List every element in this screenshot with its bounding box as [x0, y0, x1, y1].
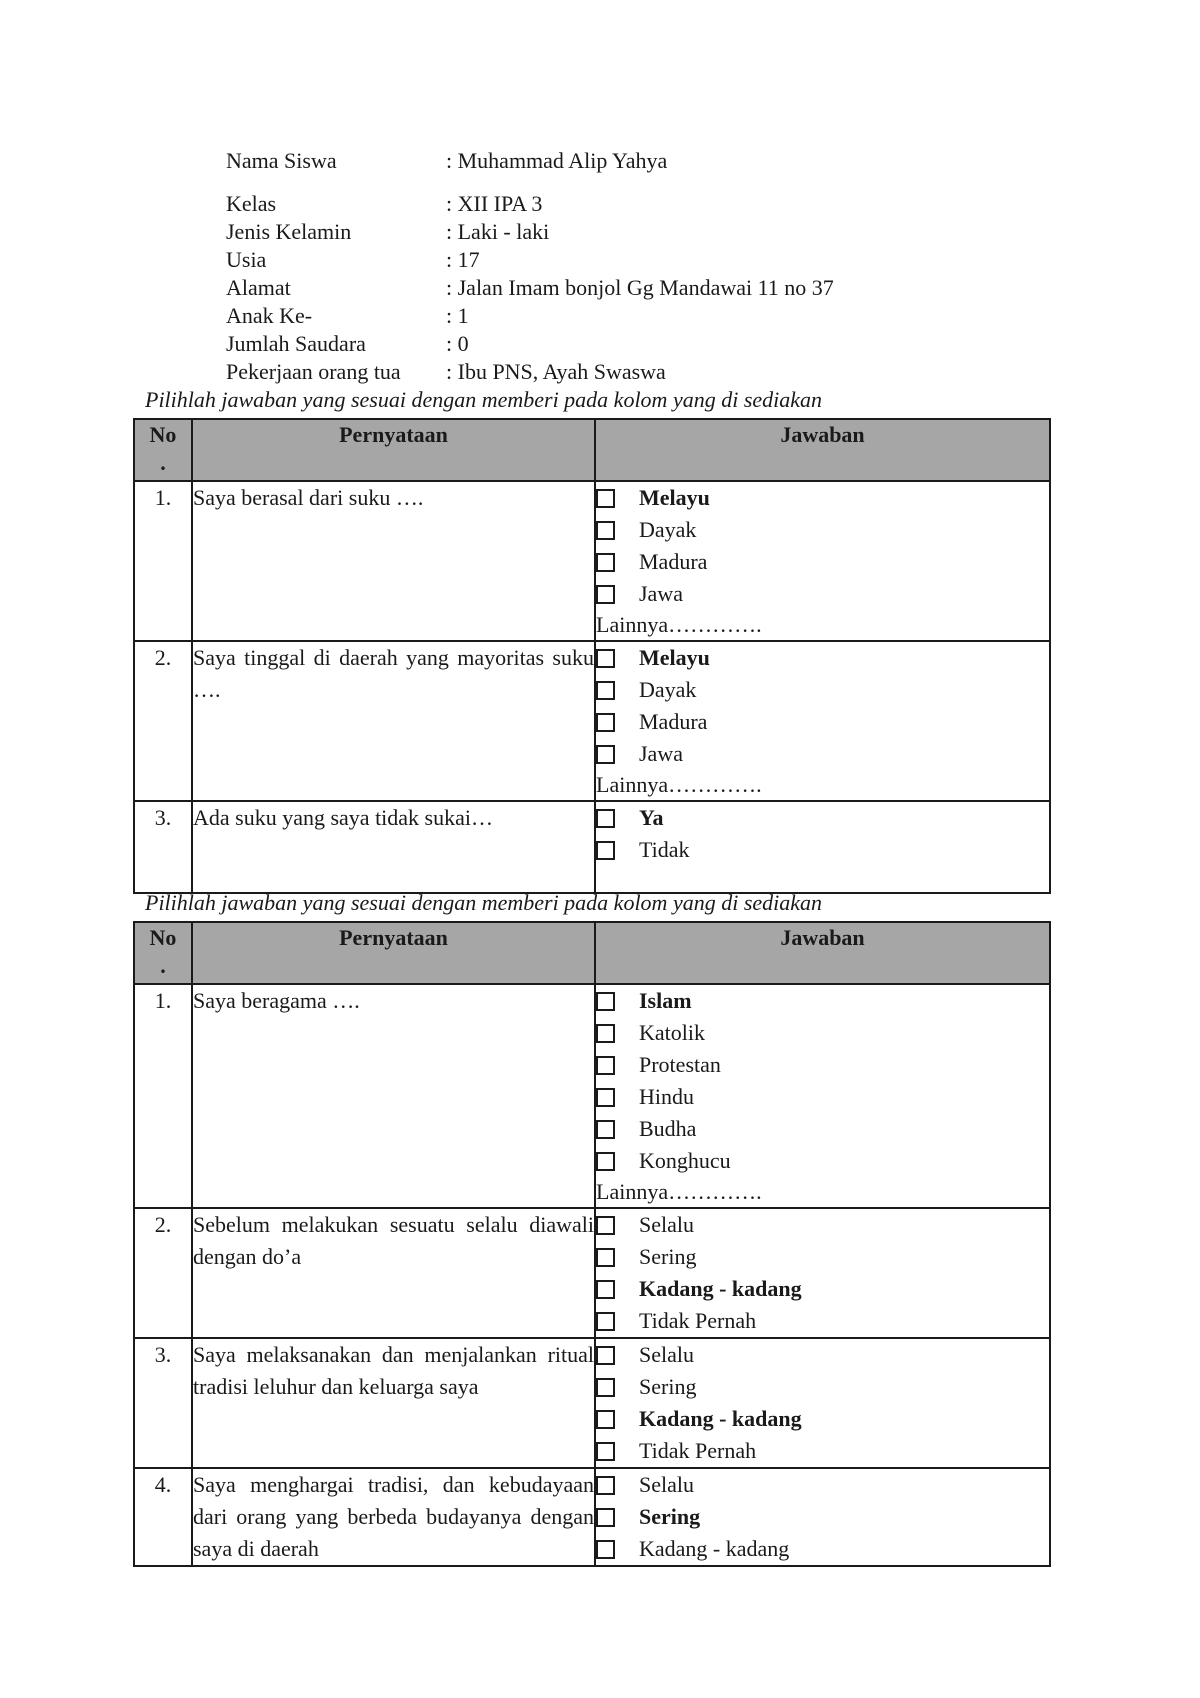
answer-option-label: Selalu [639, 1472, 694, 1497]
statement-text: Ada suku yang saya tidak sukai… [192, 801, 595, 893]
checkbox-icon[interactable] [596, 841, 615, 860]
checkbox-icon[interactable] [596, 1248, 615, 1267]
answer-option[interactable] [596, 1339, 1049, 1371]
answer-options [595, 641, 1050, 801]
identity-value: : Jalan Imam bonjol Gg Mandawai 11 no 37 [446, 275, 834, 300]
checkbox-icon[interactable] [596, 585, 615, 604]
identity-label: Usia [226, 247, 267, 272]
table-row [134, 481, 1050, 641]
checkbox-icon[interactable] [596, 1410, 615, 1429]
checkbox-icon[interactable] [596, 1280, 615, 1299]
checkbox-icon[interactable] [596, 1540, 615, 1559]
identity-label: Pekerjaan orang tua [226, 359, 401, 384]
answer-option[interactable] [596, 834, 1049, 866]
answer-option[interactable] [596, 1305, 1049, 1337]
answer-option[interactable] [596, 1017, 1049, 1049]
column-header-statement: Pernyataan [192, 922, 595, 984]
answer-option[interactable] [596, 642, 1049, 674]
answer-option[interactable] [596, 1113, 1049, 1145]
other-answer-field[interactable]: Lainnya…………. [596, 772, 762, 797]
instruction-text: Pilihlah jawaban yang sesuai dengan memberi pada kolom yang di sediakan [145, 387, 823, 412]
header-no-line2: . [160, 953, 166, 978]
answer-option[interactable] [596, 1469, 1049, 1501]
answer-option-label: Kadang - kadang [639, 1536, 790, 1561]
table-row [134, 1208, 1050, 1338]
statement-text: Saya beragama …. [192, 984, 595, 1208]
answer-option-label: Jawa [639, 581, 683, 606]
checkbox-icon[interactable] [596, 713, 615, 732]
answer-option-label: Madura [639, 549, 708, 574]
answer-option-label: Kadang - kadang [639, 1276, 802, 1301]
statement-text: Sebelum melakukan sesuatu selalu diawali dengan do’a [192, 1208, 595, 1338]
answer-option[interactable] [596, 1371, 1049, 1403]
checkbox-icon[interactable] [596, 1024, 615, 1043]
answer-option-label: Katolik [639, 1020, 705, 1045]
identity-value: : 1 [446, 303, 469, 328]
answer-options [595, 984, 1050, 1208]
header-no-line2: . [160, 450, 166, 475]
row-number: 2. [134, 641, 192, 801]
checkbox-icon[interactable] [596, 1216, 615, 1235]
checkbox-icon[interactable] [596, 745, 615, 764]
identity-label: Nama Siswa [226, 148, 337, 173]
answer-option[interactable] [596, 1501, 1049, 1533]
answer-option-label: Konghucu [639, 1148, 731, 1173]
checkbox-icon[interactable] [596, 553, 615, 572]
table-row [134, 984, 1050, 1208]
answer-option[interactable] [596, 706, 1049, 738]
row-number: 1. [134, 481, 192, 641]
table-row [134, 1338, 1050, 1468]
row-number: 3. [134, 801, 192, 893]
answer-option-label: Protestan [639, 1052, 721, 1077]
checkbox-icon[interactable] [596, 1508, 615, 1527]
questionnaire-table-religion [133, 921, 1051, 1567]
answer-options [595, 1208, 1050, 1338]
identity-value: : 17 [446, 247, 480, 272]
row-number: 3. [134, 1338, 192, 1468]
table-row [134, 801, 1050, 893]
row-number: 2. [134, 1208, 192, 1338]
answer-option-label: Dayak [639, 517, 697, 542]
answer-option[interactable] [596, 674, 1049, 706]
checkbox-icon[interactable] [596, 1088, 615, 1107]
checkbox-icon[interactable] [596, 521, 615, 540]
column-header-no [134, 419, 192, 481]
checkbox-icon[interactable] [596, 1056, 615, 1075]
answer-option[interactable] [596, 1273, 1049, 1305]
answer-option[interactable] [596, 546, 1049, 578]
answer-option-label: Tidak Pernah [639, 1308, 757, 1333]
statement-text: Saya tinggal di daerah yang mayoritas suku …. [192, 641, 595, 801]
answer-option[interactable] [596, 1241, 1049, 1273]
identity-label: Alamat [226, 275, 291, 300]
answer-option-label: Tidak Pernah [639, 1438, 757, 1463]
answer-option-label: Sering [639, 1504, 701, 1529]
identity-label: Anak Ke- [226, 303, 313, 328]
identity-value: : XII IPA 3 [446, 191, 543, 216]
statement-text: Saya melaksanakan dan menjalankan ritual tradisi leluhur dan keluarga saya [192, 1338, 595, 1468]
checkbox-icon[interactable] [596, 1378, 615, 1397]
column-header-statement: Pernyataan [192, 419, 595, 481]
answer-option-label: Melayu [639, 645, 710, 670]
answer-option[interactable] [596, 1081, 1049, 1113]
column-header-no [134, 922, 192, 984]
identity-value: : Muhammad Alip Yahya [446, 148, 668, 173]
table-row [134, 641, 1050, 801]
checkbox-icon[interactable] [596, 1442, 615, 1461]
checkbox-icon[interactable] [596, 992, 615, 1011]
answer-option-label: Ya [639, 805, 664, 830]
answer-option[interactable] [596, 1209, 1049, 1241]
answer-options [595, 1338, 1050, 1468]
checkbox-icon[interactable] [596, 809, 615, 828]
checkbox-icon[interactable] [596, 1476, 615, 1495]
answer-option-label: Budha [639, 1116, 697, 1141]
questionnaire-table-ethnicity [133, 418, 1051, 894]
identity-value: : Ibu PNS, Ayah Swaswa [446, 359, 666, 384]
answer-option-label: Selalu [639, 1342, 694, 1367]
answer-option[interactable] [596, 1049, 1049, 1081]
checkbox-icon[interactable] [596, 1346, 615, 1365]
answer-option[interactable] [596, 1533, 1049, 1565]
statement-text: Saya menghargai tradisi, dan kebudayaan dari orang yang berbeda budayanya dengan saya di daerah [192, 1468, 595, 1566]
checkbox-icon[interactable] [596, 1152, 615, 1171]
identity-label: Jenis Kelamin [226, 219, 352, 244]
answer-option[interactable] [596, 1403, 1049, 1435]
identity-value: : 0 [446, 331, 469, 356]
answer-option[interactable] [596, 738, 1049, 770]
answer-option-label: Kadang - kadang [639, 1406, 802, 1431]
answer-option[interactable] [596, 985, 1049, 1017]
checkbox-icon[interactable] [596, 1312, 615, 1331]
answer-option[interactable] [596, 482, 1049, 514]
instruction-text: Pilihlah jawaban yang sesuai dengan memberi pada kolom yang di sediakan [145, 890, 823, 915]
answer-option-label: Islam [639, 988, 692, 1013]
row-number: 1. [134, 984, 192, 1208]
checkbox-icon[interactable] [596, 681, 615, 700]
identity-label: Kelas [226, 191, 277, 216]
checkbox-icon[interactable] [596, 649, 615, 668]
header-no-line1: No [149, 925, 177, 950]
answer-option-label: Melayu [639, 485, 710, 510]
answer-option[interactable] [596, 514, 1049, 546]
answer-option-label: Sering [639, 1374, 697, 1399]
column-header-answer: Jawaban [595, 922, 1050, 984]
answer-option-label: Dayak [639, 677, 697, 702]
answer-option[interactable] [596, 802, 1049, 834]
table-row [134, 1468, 1050, 1566]
column-header-answer: Jawaban [595, 419, 1050, 481]
answer-option-label: Tidak [639, 837, 690, 862]
checkbox-icon[interactable] [596, 489, 615, 508]
other-answer-field[interactable]: Lainnya…………. [596, 612, 762, 637]
answer-option[interactable] [596, 578, 1049, 610]
other-answer-field[interactable]: Lainnya…………. [596, 1179, 762, 1204]
identity-value: : Laki - laki [446, 219, 550, 244]
answer-option-label: Hindu [639, 1084, 694, 1109]
identity-label: Jumlah Saudara [226, 331, 366, 356]
answer-option-label: Madura [639, 709, 708, 734]
statement-text: Saya berasal dari suku …. [192, 481, 595, 641]
answer-option[interactable] [596, 1435, 1049, 1467]
row-number: 4. [134, 1468, 192, 1566]
answer-options [595, 481, 1050, 641]
answer-options [595, 801, 1050, 893]
answer-option[interactable] [596, 1145, 1049, 1177]
answer-option-label: Sering [639, 1244, 697, 1269]
answer-option-label: Jawa [639, 741, 683, 766]
answer-option-label: Selalu [639, 1212, 694, 1237]
answer-options [595, 1468, 1050, 1566]
header-no-line1: No [149, 422, 177, 447]
checkbox-icon[interactable] [596, 1120, 615, 1139]
